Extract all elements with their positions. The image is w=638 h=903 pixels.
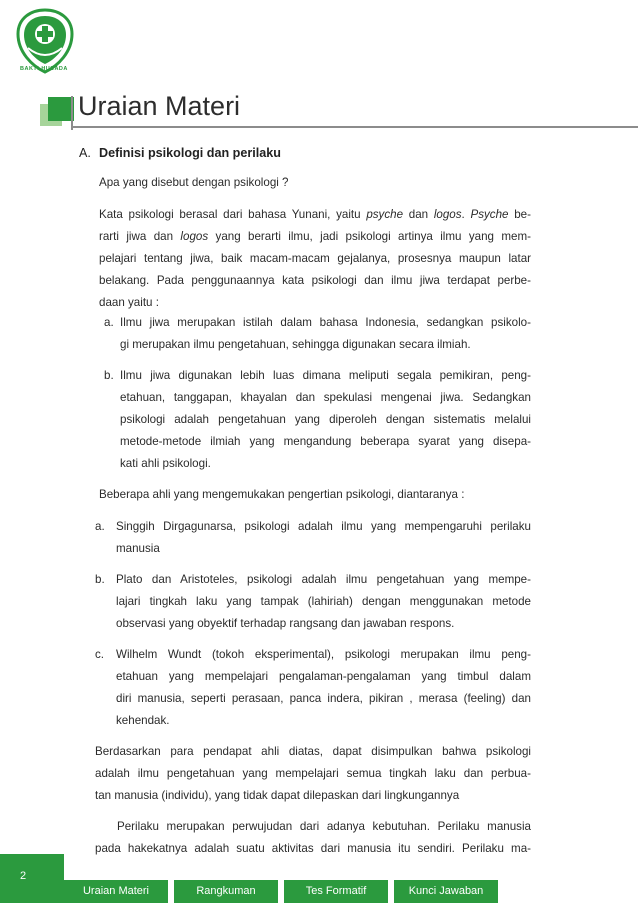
page-number: 2 — [20, 870, 27, 882]
section-heading — [79, 142, 281, 164]
list-label: b. — [104, 369, 114, 382]
list-item-line: metode-metode ilmiah yang mengandung beberapa syarat yang disepa- — [120, 435, 531, 448]
heading-letter: A. — [79, 146, 91, 160]
section-title: Uraian Materi — [78, 91, 241, 121]
list-item-line: kehendak. — [116, 714, 170, 727]
list-item-line: gi merupakan ilmu pengetahuan, sehingga digunakan secara ilmiah. — [120, 338, 471, 351]
bakti-husada-logo — [14, 8, 76, 76]
page-number-block — [0, 854, 64, 903]
nav-tab-uraian-materi[interactable]: Uraian Materi — [64, 880, 168, 903]
list-label: b. — [95, 573, 105, 586]
list-label: a. — [95, 520, 105, 533]
list-item-line: etahuan yang mempelajari pengalaman-pengalaman yang timbul dalam — [116, 670, 531, 683]
list-item-line: Ilmu jiwa digunakan lebih luas dimana meliputi segala pemikiran, peng- — [120, 369, 531, 382]
intro-line: daan yaitu : — [99, 296, 159, 309]
heading-text: Definisi psikologi dan perilaku — [99, 146, 281, 160]
question-text: Apa yang disebut dengan psikologi ? — [99, 176, 289, 189]
behavior-line: pada hakekatnya adalah suatu aktivitas dari manusia itu sendiri. Perilaku ma- — [95, 842, 531, 855]
list-label: a. — [104, 316, 114, 329]
intro-line: pelajari tentang jiwa, baik macam-macam gejalanya, prosesnya maupun latar — [99, 252, 531, 265]
conclusion-line: Berdasarkan para pendapat ahli diatas, dapat disimpulkan bahwa psikologi — [95, 745, 531, 758]
nav-tab-rangkuman[interactable]: Rangkuman — [174, 880, 278, 903]
intro-line: Kata psikologi berasal dari bahasa Yunani, yaitu psyche dan logos. Psyche be- — [99, 208, 531, 221]
list-label: c. — [95, 648, 105, 661]
title-rule-horizontal — [71, 126, 638, 128]
nav-tab-kunci-jawaban[interactable]: Kunci Jawaban — [394, 880, 498, 903]
experts-intro: Beberapa ahli yang mengemukakan pengertian psikologi, diantaranya : — [99, 488, 465, 501]
behavior-line: Perilaku merupakan perwujudan dari adanya kebutuhan. Perilaku manusia — [117, 820, 531, 833]
list-item-line: Plato dan Aristoteles, psikologi adalah ilmu pengetahuan yang mempe- — [116, 573, 531, 586]
list-item-line: Wilhelm Wundt (tokoh eksperimental), psikologi merupakan ilmu peng- — [116, 648, 531, 661]
logo-caption: BAKTI HUSADA — [20, 66, 68, 72]
list-item-line: kati ahli psikologi. — [120, 457, 211, 470]
list-item-line: etahuan, tanggapan, khayalan dan spekulasi mengenai jiwa. Sedangkan — [120, 391, 531, 404]
conclusion-line: adalah ilmu pengetahuan yang mempelajari semua tingkah laku dan perbua- — [95, 767, 531, 780]
intro-line: rarti jiwa dan logos yang berarti ilmu, jadi psikologi artinya ilmu yang mem- — [99, 230, 531, 243]
nav-tab-tes-formatif[interactable]: Tes Formatif — [284, 880, 388, 903]
conclusion-line: tan manusia (individu), yang tidak dapat dilepaskan dari lingkungannya — [95, 789, 460, 802]
title-rule-vertical — [71, 96, 73, 130]
list-item-line: diri manusia, seperti perasaan, panca indera, pikiran , merasa (feeling) dan — [116, 692, 531, 705]
list-item-line: manusia — [116, 542, 160, 555]
intro-line: belakang. Pada penggunaannya kata psikologi dan ilmu jiwa terdapat perbe- — [99, 274, 531, 287]
list-item-line: observasi yang obyektif terhadap rangsang dan jawaban respons. — [116, 617, 455, 630]
list-item-line: Ilmu jiwa merupakan istilah dalam bahasa Indonesia, sedangkan psikolo- — [120, 316, 531, 329]
list-item-line: Singgih Dirgagunarsa, psikologi adalah ilmu yang mempengaruhi perilaku — [116, 520, 531, 533]
list-item-line: psikologi adalah pengetahuan yang diperoleh dengan sistematis melalui — [120, 413, 531, 426]
list-item-line: lajari tingkah laku yang tampak (lahiriah) dengan menggunakan metode — [116, 595, 531, 608]
